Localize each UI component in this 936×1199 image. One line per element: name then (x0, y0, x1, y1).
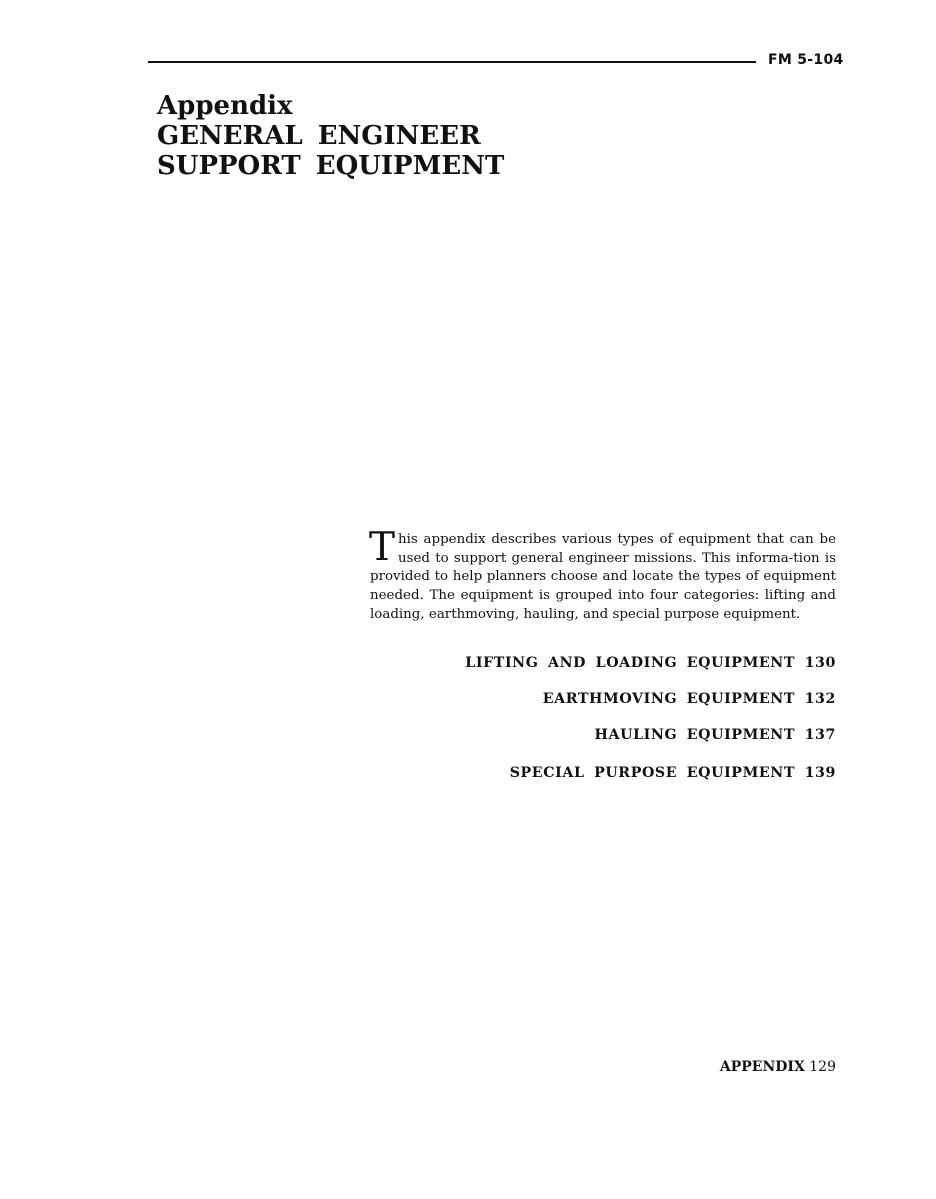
intro-paragraph (369, 525, 836, 625)
intro-text: his appendix describes various types of equipment that can be used to support general engineer missions. This informa-tion is provided to help planners choose and locate the types of equipment needed. The equipment is grouped into four categories: lifting and loading, earthmoving, hauling, and special purpose equipment. (370, 532, 836, 622)
page-title (157, 91, 504, 181)
drop-cap: T (369, 525, 396, 570)
toc-entry-page: 137 (804, 727, 836, 743)
toc-entry-page: 139 (804, 765, 836, 781)
toc-entry-label: HAULING EQUIPMENT (594, 727, 796, 743)
toc-entry-label: EARTHMOVING EQUIPMENT (542, 691, 796, 707)
page-footer (600, 1059, 836, 1075)
title-line-general-engineer: GENERAL ENGINEER (157, 121, 481, 151)
toc-entry-special-purpose[interactable] (430, 765, 836, 781)
doc-code: FM 5-104 (768, 52, 844, 68)
toc-entry-page: 130 (804, 655, 836, 671)
toc-entry-label: SPECIAL PURPOSE EQUIPMENT (509, 765, 796, 781)
toc-entry-hauling[interactable] (430, 727, 836, 743)
toc-entry-page: 132 (804, 691, 836, 707)
footer-page-number: 129 (809, 1059, 836, 1075)
header-rule (148, 61, 756, 63)
toc-entry-earthmoving[interactable] (430, 691, 836, 707)
footer-label: APPENDIX (719, 1059, 805, 1075)
title-line-support-equipment: SUPPORT EQUIPMENT (157, 151, 505, 181)
title-line-appendix: Appendix (157, 91, 293, 121)
toc-entry-label: LIFTING AND LOADING EQUIPMENT (465, 655, 796, 671)
toc-entry-lifting-loading[interactable] (430, 655, 836, 671)
